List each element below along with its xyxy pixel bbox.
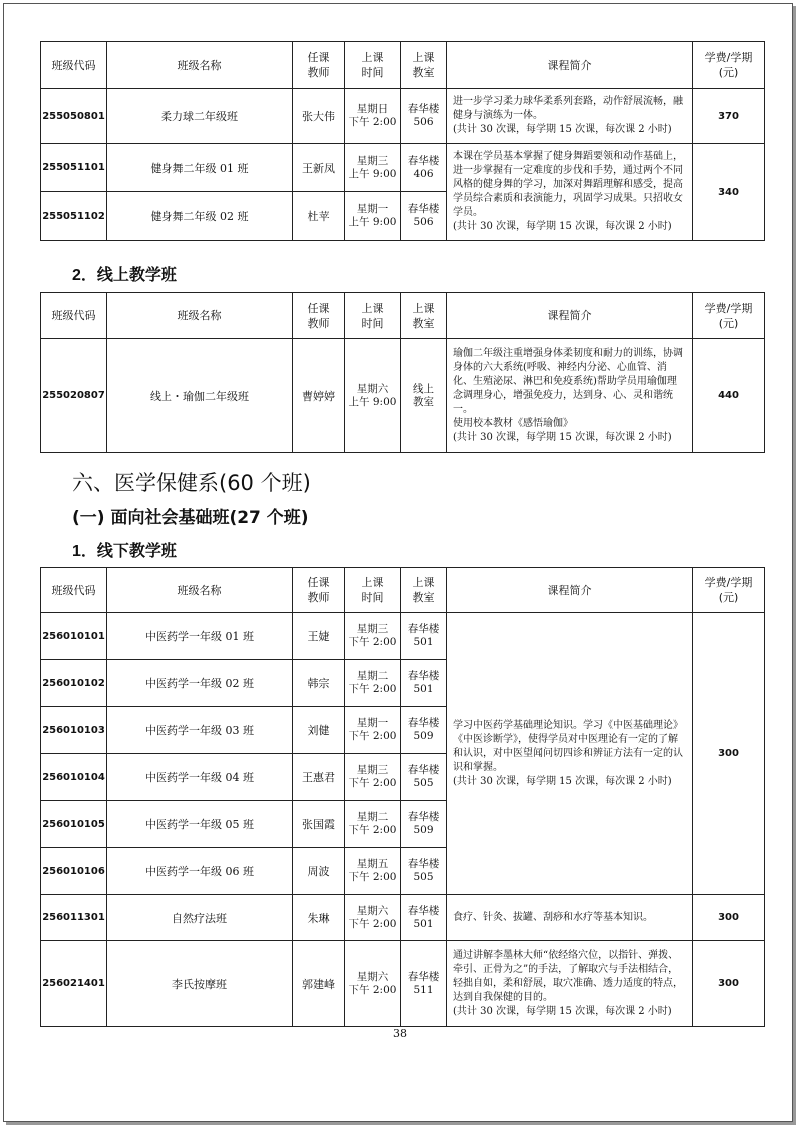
teacher: 郭建峰 — [293, 941, 345, 1027]
class-name: 健身舞二年级 01 班 — [107, 144, 293, 192]
header-desc: 课程简介 — [447, 293, 693, 339]
teacher: 王新凤 — [293, 144, 345, 192]
header-name: 班级名称 — [107, 293, 293, 339]
classroom: 春华楼 501 — [401, 613, 447, 660]
course-table-1 — [40, 41, 765, 241]
teacher: 张大伟 — [293, 89, 345, 144]
heading-subsection: (一) 面向社会基础班(27 个班) — [72, 508, 309, 528]
header-teacher: 任课 教师 — [293, 293, 345, 339]
classroom: 春华楼 501 — [401, 895, 447, 941]
header-code: 班级代码 — [41, 293, 107, 339]
course-description: 进一步学习柔力球华柔系列套路，动作舒展流畅，融健身与演练为一体。 (共计 30 次课，每学期 15 次课，每次课 2 小时) — [447, 89, 693, 144]
course-table-3 — [40, 567, 765, 1027]
classroom: 春华楼 511 — [401, 941, 447, 1027]
tuition-fee: 340 — [693, 144, 765, 241]
classroom: 春华楼 505 — [401, 848, 447, 895]
class-code: 256010103 — [41, 707, 107, 754]
class-code: 256021401 — [41, 941, 107, 1027]
header-time: 上课 时间 — [345, 42, 401, 89]
teacher: 张国霞 — [293, 801, 345, 848]
class-time: 星期三 下午 2:00 — [345, 613, 401, 660]
header-teacher: 任课 教师 — [293, 42, 345, 89]
classroom: 春华楼 509 — [401, 707, 447, 754]
teacher: 朱琳 — [293, 895, 345, 941]
heading-offline-classes: 1．线下教学班 — [72, 543, 177, 560]
header-code: 班级代码 — [41, 42, 107, 89]
header-fee: 学费/学期 (元) — [693, 42, 765, 89]
class-code: 255050801 — [41, 89, 107, 144]
class-name: 中医药学一年级 02 班 — [107, 660, 293, 707]
table-row — [41, 339, 765, 453]
class-time: 星期二 下午 2:00 — [345, 801, 401, 848]
class-code: 256010105 — [41, 801, 107, 848]
class-name: 柔力球二年级班 — [107, 89, 293, 144]
table-row — [41, 144, 765, 192]
tuition-fee: 300 — [693, 895, 765, 941]
course-description: 瑜伽二年级注重增强身体柔韧度和耐力的训练，协调身体的六大系统(呼吸、神经内分泌、心血管、消化、生殖泌尿、淋巴和免疫系统)帮助学员用瑜伽理念调理身心，增强免疫力，达到身、心、灵和谐统一。 使用校本教材《感悟瑜伽》 (共计 30 次课，每学期 15 次课，每次课 2 小时) — [447, 339, 693, 453]
header-desc: 课程简介 — [447, 42, 693, 89]
table-header-row — [41, 293, 765, 339]
teacher: 韩宗 — [293, 660, 345, 707]
course-description: 本课在学员基本掌握了健身舞蹈要领和动作基础上，进一步掌握有一定难度的步伐和手势，通过两个不同风格的健身舞的学习，加深对舞蹈理解和感受，提高学员综合素质和表演能力，巩固学习成果。只招收女学员。 (共计 30 次课，每学期 15 次课，每次课 2 小时) — [447, 144, 693, 241]
class-time: 星期六 上午 9:00 — [345, 339, 401, 453]
table-row — [41, 941, 765, 1027]
teacher: 王婕 — [293, 613, 345, 660]
table-row — [41, 613, 765, 660]
class-time: 星期三 上午 9:00 — [345, 144, 401, 192]
tuition-fee: 300 — [693, 941, 765, 1027]
page-number: 38 — [393, 1027, 407, 1040]
classroom: 线上 教室 — [401, 339, 447, 453]
classroom: 春华楼 506 — [401, 192, 447, 241]
class-time: 星期一 下午 2:00 — [345, 707, 401, 754]
table-row — [41, 89, 765, 144]
class-name: 健身舞二年级 02 班 — [107, 192, 293, 241]
class-time: 星期六 下午 2:00 — [345, 895, 401, 941]
table-header-row — [41, 568, 765, 613]
class-code: 256011301 — [41, 895, 107, 941]
tuition-fee: 370 — [693, 89, 765, 144]
classroom: 春华楼 505 — [401, 754, 447, 801]
teacher: 王惠君 — [293, 754, 345, 801]
class-name: 中医药学一年级 06 班 — [107, 848, 293, 895]
header-fee: 学费/学期 (元) — [693, 568, 765, 613]
header-name: 班级名称 — [107, 42, 293, 89]
header-code: 班级代码 — [41, 568, 107, 613]
course-description: 食疗、针灸、拔罐、刮痧和水疗等基本知识。 — [447, 895, 693, 941]
class-code: 256010102 — [41, 660, 107, 707]
table-row — [41, 895, 765, 941]
class-time: 星期二 下午 2:00 — [345, 660, 401, 707]
teacher: 曹婷婷 — [293, 339, 345, 453]
classroom: 春华楼 406 — [401, 144, 447, 192]
tuition-fee: 440 — [693, 339, 765, 453]
class-name: 自然疗法班 — [107, 895, 293, 941]
course-description: 通过讲解李墨林大师“依经络穴位，以指针、弹拨、牵引、正骨为之”的手法，了解取穴与手法相结合，轻拙自如，柔和舒展，取穴准确、透力适度的特点，达到自我保健的目的。 (共计 30 次课，每学期 15 次课，每次课 2 小时) — [447, 941, 693, 1027]
class-code: 256010104 — [41, 754, 107, 801]
tuition-fee: 300 — [693, 613, 765, 895]
class-code: 255020807 — [41, 339, 107, 453]
class-code: 256010101 — [41, 613, 107, 660]
class-time: 星期一 上午 9:00 — [345, 192, 401, 241]
teacher: 杜苹 — [293, 192, 345, 241]
header-room: 上课 教室 — [401, 293, 447, 339]
course-table-2 — [40, 292, 765, 453]
class-name: 中医药学一年级 04 班 — [107, 754, 293, 801]
classroom: 春华楼 506 — [401, 89, 447, 144]
header-teacher: 任课 教师 — [293, 568, 345, 613]
class-time: 星期三 下午 2:00 — [345, 754, 401, 801]
class-time: 星期五 下午 2:00 — [345, 848, 401, 895]
heading-online-classes: 2．线上教学班 — [72, 267, 177, 284]
teacher: 周波 — [293, 848, 345, 895]
class-name: 中医药学一年级 03 班 — [107, 707, 293, 754]
header-room: 上课 教室 — [401, 42, 447, 89]
class-name: 李氏按摩班 — [107, 941, 293, 1027]
class-time: 星期日 下午 2:00 — [345, 89, 401, 144]
header-time: 上课 时间 — [345, 568, 401, 613]
classroom: 春华楼 509 — [401, 801, 447, 848]
class-time: 星期六 下午 2:00 — [345, 941, 401, 1027]
class-name: 线上・瑜伽二年级班 — [107, 339, 293, 453]
classroom: 春华楼 501 — [401, 660, 447, 707]
class-code: 256010106 — [41, 848, 107, 895]
header-time: 上课 时间 — [345, 293, 401, 339]
heading-department: 六、医学保健系(60 个班) — [72, 471, 311, 495]
course-description: 学习中医药学基础理论知识。学习《中医基础理论》《中医诊断学》，使得学员对中医理论有一定的了解和认识，对中医望闻问切四诊和辨证方法有一定的认识和掌握。 (共计 30 次课，每学期 15 次课，每次课 2 小时) — [447, 613, 693, 895]
table-header-row — [41, 42, 765, 89]
class-code: 255051101 — [41, 144, 107, 192]
class-name: 中医药学一年级 01 班 — [107, 613, 293, 660]
header-desc: 课程简介 — [447, 568, 693, 613]
header-room: 上课 教室 — [401, 568, 447, 613]
teacher: 刘健 — [293, 707, 345, 754]
class-name: 中医药学一年级 05 班 — [107, 801, 293, 848]
header-fee: 学费/学期 (元) — [693, 293, 765, 339]
header-name: 班级名称 — [107, 568, 293, 613]
class-code: 255051102 — [41, 192, 107, 241]
